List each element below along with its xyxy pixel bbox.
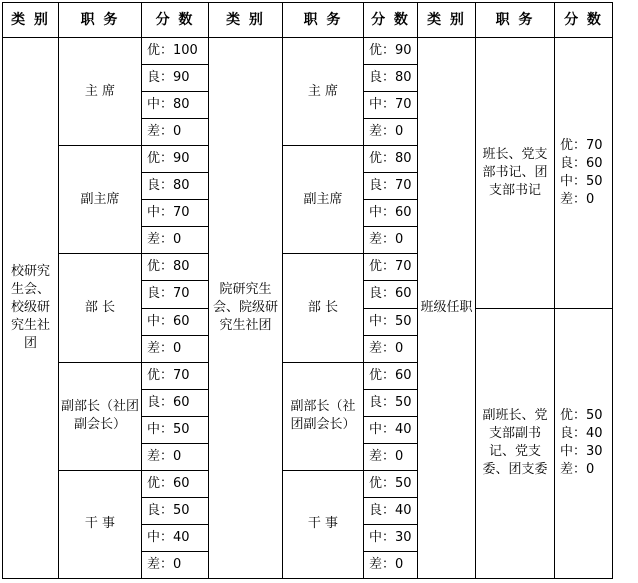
college-score-cell: 中：60 <box>364 200 418 227</box>
school-score-cell: 中：60 <box>142 308 209 335</box>
college-score-cell: 中：70 <box>364 92 418 119</box>
header-category-school: 类 别 <box>3 3 59 38</box>
school-score-cell: 良：70 <box>142 281 209 308</box>
college-score-cell: 优：90 <box>364 38 418 65</box>
header-score-college: 分 数 <box>364 3 418 38</box>
school-position-cell: 副部长（社团副会长） <box>59 362 142 470</box>
college-score-cell: 中：40 <box>364 416 418 443</box>
school-score-cell: 良：60 <box>142 389 209 416</box>
school-score-cell: 中：70 <box>142 200 209 227</box>
school-score-cell: 中：80 <box>142 92 209 119</box>
school-position-cell: 副主席 <box>59 146 142 254</box>
class-score-line: 中：50 <box>560 173 603 189</box>
class-score-line: 优：50 <box>560 408 603 424</box>
school-category-cell: 校研究生会、校级研究生社团 <box>3 38 59 579</box>
college-score-cell: 良：50 <box>364 389 418 416</box>
school-score-cell: 差：0 <box>142 119 209 146</box>
college-score-cell: 差：0 <box>364 443 418 470</box>
college-score-cell: 差：0 <box>364 119 418 146</box>
school-position-cell: 干 事 <box>59 470 142 578</box>
header-score-school: 分 数 <box>142 3 209 38</box>
college-score-cell: 良：40 <box>364 497 418 524</box>
class-score-line: 良：60 <box>560 155 603 171</box>
school-score-cell: 中：40 <box>142 524 209 551</box>
college-score-cell: 优：70 <box>364 254 418 281</box>
header-category-college: 类 别 <box>209 3 283 38</box>
table-row <box>3 38 613 65</box>
header-row <box>3 3 613 38</box>
college-score-cell: 优：60 <box>364 362 418 389</box>
class-score-line: 良：40 <box>560 426 603 442</box>
score-table <box>2 2 613 579</box>
college-score-cell: 良：80 <box>364 65 418 92</box>
header-position-school: 职 务 <box>59 3 142 38</box>
school-score-cell: 差：0 <box>142 443 209 470</box>
school-score-cell: 优：80 <box>142 254 209 281</box>
college-score-cell: 优：80 <box>364 146 418 173</box>
school-position-cell: 主 席 <box>59 38 142 146</box>
class-score-cell <box>555 38 613 308</box>
school-score-cell: 良：80 <box>142 173 209 200</box>
college-position-cell: 主 席 <box>283 38 364 146</box>
class-score-line: 差：0 <box>560 462 595 478</box>
header-position-college: 职 务 <box>283 3 364 38</box>
school-score-cell: 中：50 <box>142 416 209 443</box>
class-position-cell: 副班长、党支部副书记、党支委、团支委 <box>476 308 555 578</box>
header-score-class: 分 数 <box>555 3 613 38</box>
college-position-cell: 部 长 <box>283 254 364 362</box>
class-score-cell <box>555 308 613 578</box>
class-score-line: 优：70 <box>560 137 603 153</box>
class-score-line: 差：0 <box>560 191 595 207</box>
school-score-cell: 优：100 <box>142 38 209 65</box>
college-score-cell: 差：0 <box>364 335 418 362</box>
header-category-class: 类 别 <box>418 3 476 38</box>
college-score-cell: 优：50 <box>364 470 418 497</box>
school-score-cell: 差：0 <box>142 551 209 578</box>
school-score-cell: 差：0 <box>142 335 209 362</box>
college-score-cell: 良：60 <box>364 281 418 308</box>
college-position-cell: 副部长（社团副会长） <box>283 362 364 470</box>
college-position-cell: 副主席 <box>283 146 364 254</box>
school-position-cell: 部 长 <box>59 254 142 362</box>
school-score-cell: 优：60 <box>142 470 209 497</box>
school-score-cell: 良：50 <box>142 497 209 524</box>
school-score-cell: 优：90 <box>142 146 209 173</box>
college-score-cell: 良：70 <box>364 173 418 200</box>
college-position-cell: 干 事 <box>283 470 364 578</box>
school-score-cell: 差：0 <box>142 227 209 254</box>
college-score-cell: 中：30 <box>364 524 418 551</box>
class-category-cell: 班级任职 <box>418 38 476 579</box>
school-score-cell: 良：90 <box>142 65 209 92</box>
college-score-cell: 中：50 <box>364 308 418 335</box>
college-category-cell: 院研究生会、院级研究生社团 <box>209 38 283 579</box>
class-score-line: 中：30 <box>560 444 603 460</box>
college-score-cell: 差：0 <box>364 227 418 254</box>
school-score-cell: 优：70 <box>142 362 209 389</box>
header-position-class: 职 务 <box>476 3 555 38</box>
college-score-cell: 差：0 <box>364 551 418 578</box>
class-position-cell: 班长、党支部书记、团支部书记 <box>476 38 555 308</box>
